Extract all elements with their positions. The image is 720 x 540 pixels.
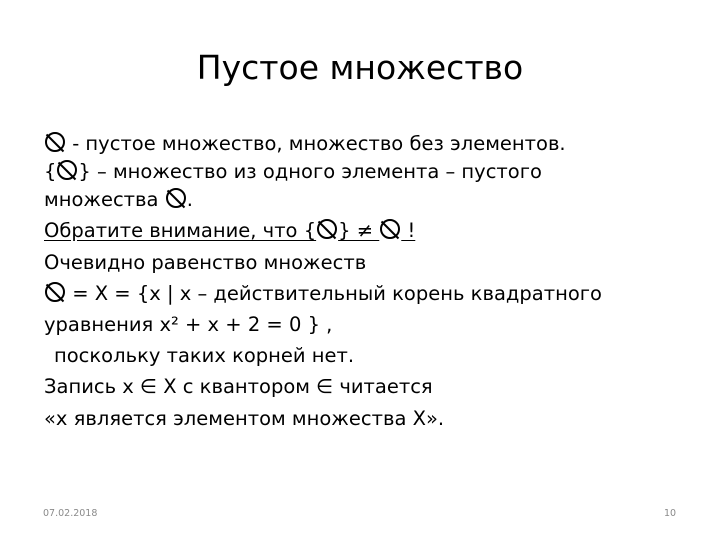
slide-number: 10 bbox=[664, 508, 677, 519]
line-reading bbox=[44, 403, 694, 434]
slide-title: Пустое множество bbox=[196, 48, 524, 87]
line-equality-intro bbox=[44, 247, 694, 278]
line-text: Очевидно равенство множеств bbox=[44, 250, 367, 274]
line-no-roots bbox=[44, 340, 694, 371]
line-empty-set-definition bbox=[44, 128, 694, 156]
line-singleton-continued bbox=[44, 184, 694, 215]
line-text: ! bbox=[401, 219, 416, 243]
empty-set-icon bbox=[57, 160, 77, 180]
line-text: } ≠ bbox=[338, 219, 380, 243]
line-text: - пустое множество, множество без элементов. bbox=[66, 132, 566, 155]
empty-set-icon bbox=[317, 219, 337, 239]
line-text: { bbox=[44, 160, 57, 183]
line-quantifier bbox=[44, 371, 694, 402]
empty-set-icon bbox=[380, 219, 400, 239]
line-equation bbox=[44, 309, 694, 340]
line-text: = X = {x | x – действительный корень квадратного bbox=[66, 281, 602, 305]
line-text: Запись x ∈ X с квантором ∈ читается bbox=[44, 375, 433, 399]
line-text: Обратите внимание, что { bbox=[44, 219, 317, 243]
line-text: множества bbox=[44, 188, 165, 212]
slide-body bbox=[44, 128, 694, 434]
empty-set-icon bbox=[45, 132, 65, 152]
slide-date: 07.02.2018 bbox=[43, 508, 98, 519]
line-text: } – множество из одного элемента – пустого bbox=[78, 160, 542, 183]
line-equality-formula bbox=[44, 278, 694, 309]
line-text: «x является элементом множества X». bbox=[44, 406, 445, 430]
line-text: поскольку таких корней нет. bbox=[54, 344, 355, 368]
line-text: . bbox=[186, 188, 193, 212]
empty-set-icon bbox=[166, 188, 186, 208]
line-singleton-definition bbox=[44, 156, 694, 187]
line-attention-note bbox=[44, 215, 694, 246]
empty-set-icon bbox=[45, 282, 65, 302]
line-text: уравнения x² + x + 2 = 0 } , bbox=[44, 312, 333, 336]
